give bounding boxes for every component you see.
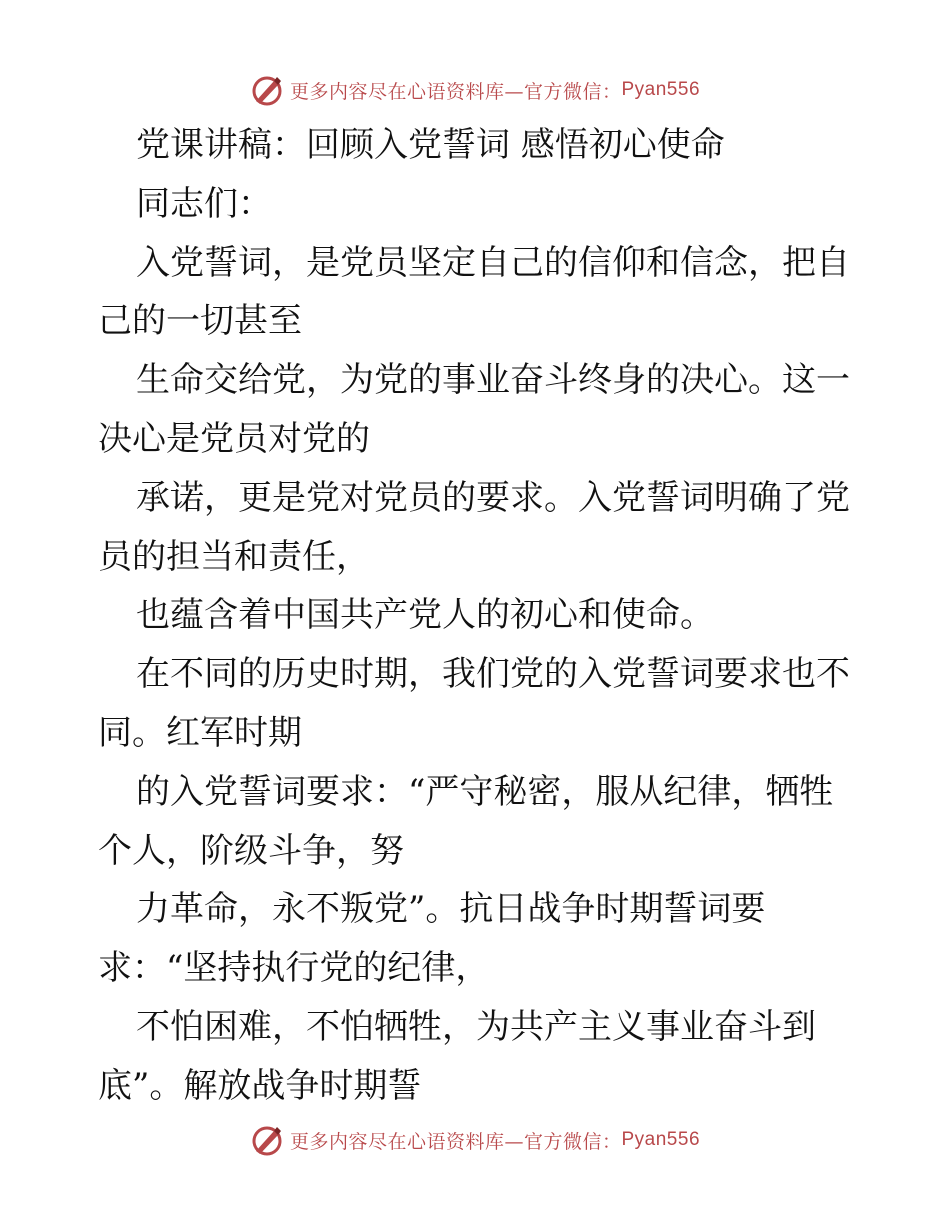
paragraph-line: 承诺，更是党对党员的要求。入党誓词明确了党 [136, 477, 850, 518]
paragraph-line: 底”。解放战争时期誓 [98, 1065, 422, 1106]
pen-logo-icon [250, 1123, 284, 1157]
header-watermark [0, 70, 950, 110]
document-body [98, 116, 858, 1116]
paragraph-line: 决心是党员对党的 [98, 418, 370, 459]
watermark-site-text: 更多内容尽在心语资料库—官方微信： [289, 80, 622, 103]
watermark-site-text: 更多内容尽在心语资料库—官方微信： [289, 1130, 622, 1153]
paragraph-line: 在不同的历史时期，我们党的入党誓词要求也不 [136, 654, 850, 695]
pen-logo-icon [250, 73, 284, 107]
paragraph-line: 的入党誓词要求：“严守秘密，服从纪律，牺牲 [136, 771, 834, 812]
paragraph-line: 也蕴含着中国共产党人的初心和使命。 [136, 595, 714, 636]
paragraph-line: 求：“坚持执行党的纪律， [98, 948, 490, 989]
salutation: 同志们： [136, 183, 272, 224]
watermark-wechat-id: Pyan556 [621, 79, 701, 100]
paragraph-line: 不怕困难，不怕牺牲，为共产主义事业奋斗到 [136, 1006, 816, 1047]
paragraph-line: 己的一切甚至 [98, 301, 302, 342]
paragraph-line: 力革命，永不叛党”。抗日战争时期誓词要 [136, 889, 766, 930]
paragraph-line: 员的担当和责任， [98, 536, 370, 577]
footer-watermark [0, 1120, 950, 1160]
watermark-wechat-id: Pyan556 [621, 1129, 701, 1150]
paragraph-line: 个人，阶级斗争，努 [98, 830, 404, 871]
paragraph-line: 入党誓词，是党员坚定自己的信仰和信念，把自 [136, 242, 850, 283]
paragraph-line: 生命交给党，为党的事业奋斗终身的决心。这一 [136, 360, 850, 401]
document-title: 党课讲稿：回顾入党誓词 感悟初心使命 [136, 125, 725, 165]
paragraph-line: 同。红军时期 [98, 712, 302, 753]
